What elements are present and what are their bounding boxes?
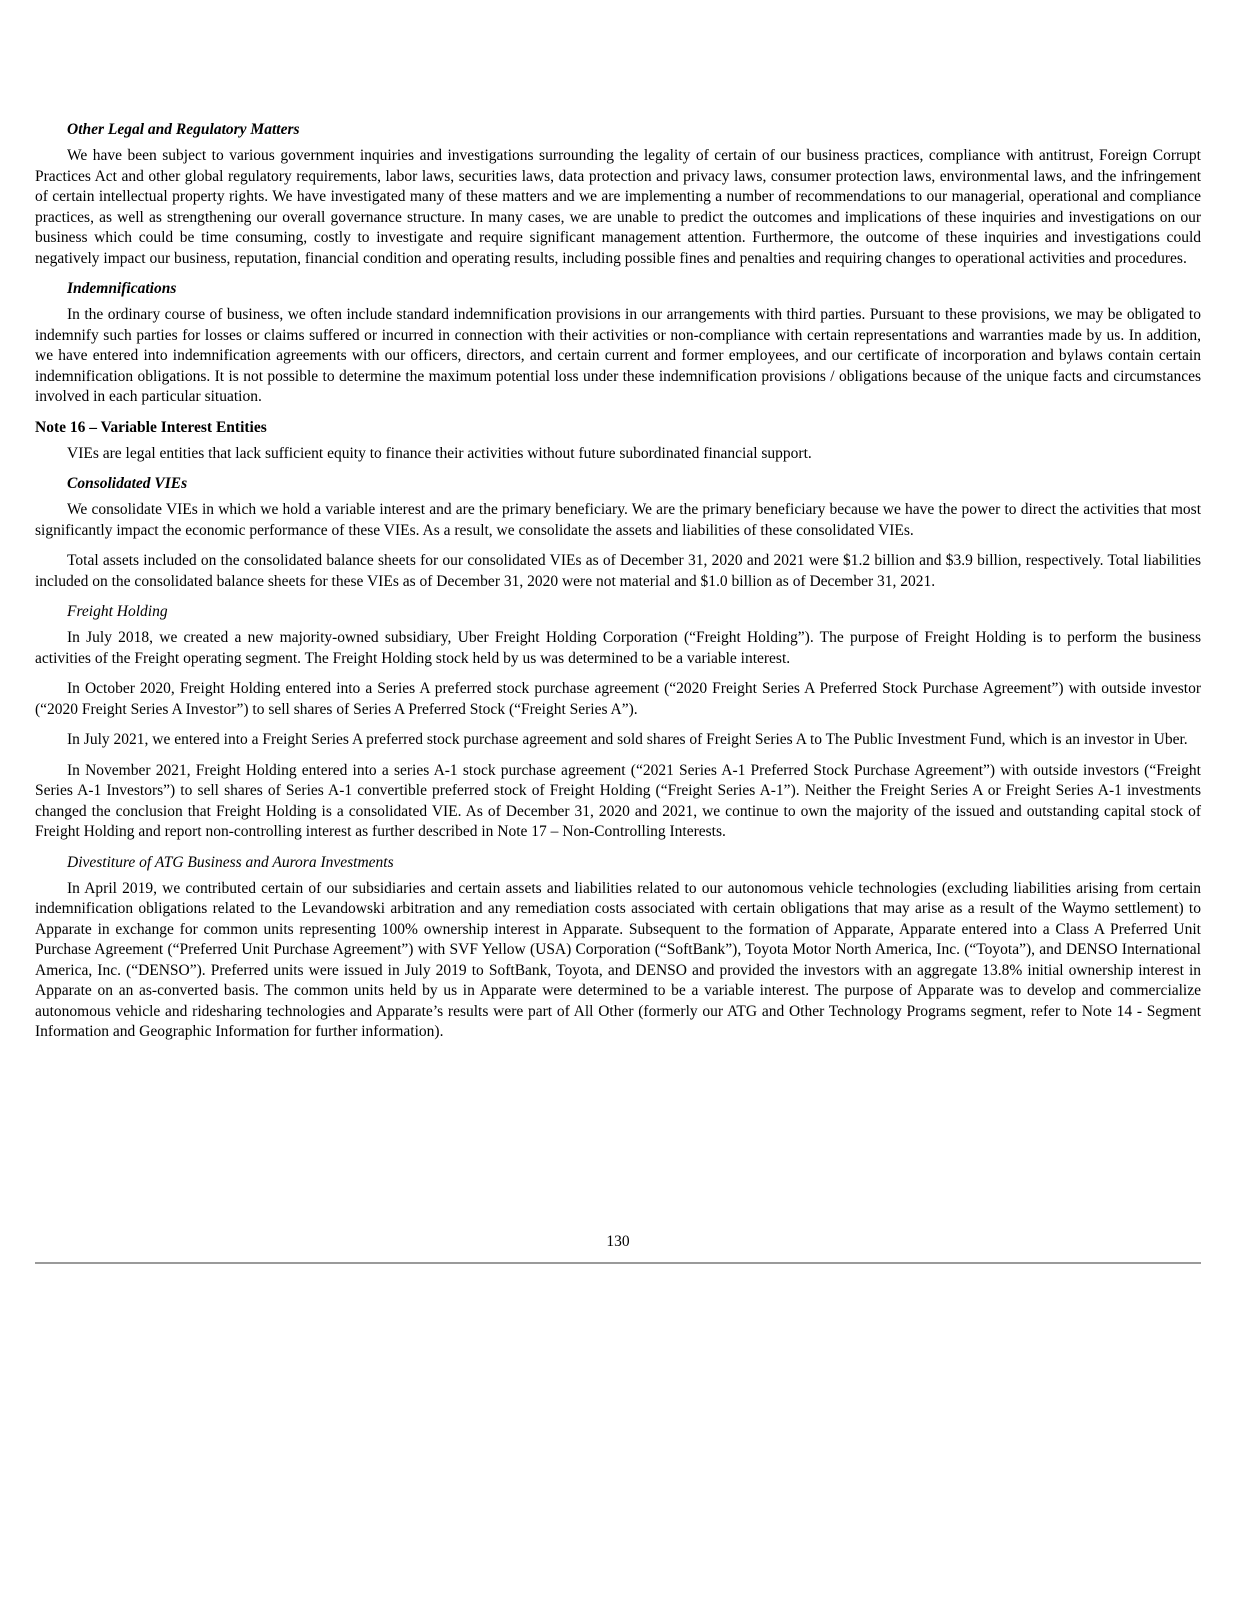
section-heading-indemnifications: Indemnifications — [67, 280, 177, 297]
section-heading-freight-holding: Freight Holding — [67, 603, 168, 620]
page-number: 130 — [606, 1233, 630, 1250]
paragraph-freight-holding-1: In July 2018, we created a new majority-owned subsidiary, Uber Freight Holding Corporation (“Freight Holding”). The purpose of Freight Holding is to perform the business activities of the Freight operating segment. The Freight Holding stock held by us was determined to be a variable interest. — [35, 629, 1201, 667]
paragraph-other-legal: We have been subject to various government inquiries and investigations surrounding the legality of certain of our business practices, compliance with antitrust, Foreign Corrupt Practices Act and other global regulatory requirements, labor laws, securities laws, data protection and privacy laws, consumer protection laws, environmental laws, and the infringement of certain intellectual property rights. We have investigated many of these matters and we are implementing a number of recommendations to our managerial, operational and compliance practices, as well as strengthening our overall governance structure. In many cases, we are unable to predict the outcomes and implications of these inquiries and investigations on our business which could be time consuming, costly to investigate and require significant management attention. Furthermore, the outcome of these inquiries and investigations could negatively impact our business, reputation, financial condition and operating results, including possible fines and penalties and requiring changes to operational activities and procedures. — [35, 147, 1201, 267]
paragraph-vies-definition: VIEs are legal entities that lack sufficient equity to finance their activities without future subordinated financial support. — [67, 444, 812, 462]
section-heading-consolidated-vies: Consolidated VIEs — [67, 475, 188, 492]
paragraph-indemnifications: In the ordinary course of business, we often include standard indemnification provisions in our arrangements with third parties. Pursuant to these provisions, we may be obligated to indemnify such parties for losses or claims suffered or incurred in connection with their activities or non-compliance with certain representations and warranties made by us. In addition, we have entered into indemnification agreements with our officers, directors, and certain current and former employees, and our certificate of incorporation and bylaws contain certain indemnification obligations. It is not possible to determine the maximum potential loss under these indemnification provisions / obligations because of the unique facts and circumstances involved in each particular situation. — [35, 306, 1201, 405]
note-heading-variable-interest-entities: Note 16 – Variable Interest Entities — [35, 418, 267, 436]
document-page — [35, 120, 1201, 1053]
paragraph-freight-holding-3: In July 2021, we entered into a Freight Series A preferred stock purchase agreement and sold shares of Freight Series A to The Public Investment Fund, which is an investor in Uber. — [67, 731, 1188, 748]
section-heading-other-legal: Other Legal and Regulatory Matters — [67, 121, 300, 138]
paragraph-freight-holding-2: In October 2020, Freight Holding entered into a Series A preferred stock purchase agreement (“2020 Freight Series A Preferred Stock Purchase Agreement”) with outside investor (“2020 Freight Series A Investor”) to sell shares of Series A Preferred Stock (“Freight Series A”). — [35, 680, 1201, 718]
footer-divider — [35, 1262, 1201, 1264]
paragraph-divestiture: In April 2019, we contributed certain of our subsidiaries and certain assets and liabilities related to our autonomous vehicle technologies (excluding liabilities arising from certain indemnification obligations related to the Levandowski arbitration and any remediation costs associated with certain obligations that may arise as a result of the Waymo settlement) to Apparate in exchange for common units representing 100% ownership interest in Apparate. Subsequent to the formation of Apparate, Apparate entered into a Class A Preferred Unit Purchase Agreement (“Preferred Unit Purchase Agreement”) with SVF Yellow (USA) Corporation (“SoftBank”), Toyota Motor North America, Inc. (“Toyota”), and DENSO International America, Inc. (“DENSO”). Preferred units were issued in July 2019 to SoftBank, Toyota, and DENSO and provided the investors with an aggregate 13.8% initial ownership interest in Apparate on an as-converted basis. The common units held by us in Apparate were determined to be a variable interest. The purpose of Apparate was to develop and commercialize autonomous vehicle and ridesharing technologies and Apparate’s results were part of All Other (formerly our ATG and Other Technology Programs segment, refer to Note 14 - Segment Information and Geographic Information for further information). — [35, 879, 1201, 1040]
paragraph-freight-holding-4: In November 2021, Freight Holding entered into a series A-1 stock purchase agreement (“2021 Series A-1 Preferred Stock Purchase Agreement”) with outside investors (“Freight Series A-1 Investors”) to sell shares of Series A-1 convertible preferred stock of Freight Holding (“Freight Series A-1”). Neither the Freight Series A or Freight Series A-1 investments changed the conclusion that Freight Holding is a consolidated VIE. As of December 31, 2020 and 2021, we continue to own the majority of the issued and outstanding capital stock of Freight Holding and report non-controlling interest as further described in Note 17 – Non-Controlling Interests. — [35, 761, 1201, 840]
paragraph-consolidated-vies-1: We consolidate VIEs in which we hold a variable interest and are the primary beneficiary. We are the primary beneficiary because we have the power to direct the activities that most significantly impact the economic performance of these VIEs. As a result, we consolidate the assets and liabilities of these consolidated VIEs. — [35, 501, 1201, 539]
section-heading-divestiture: Divestiture of ATG Business and Aurora Investments — [67, 853, 394, 871]
paragraph-consolidated-vies-2: Total assets included on the consolidated balance sheets for our consolidated VIEs as of December 31, 2020 and 2021 were $1.2 billion and $3.9 billion, respectively. Total liabilities included on the consolidated balance sheets for these VIEs as of December 31, 2020 were not material and $1.0 billion as of December 31, 2021. — [35, 552, 1201, 590]
